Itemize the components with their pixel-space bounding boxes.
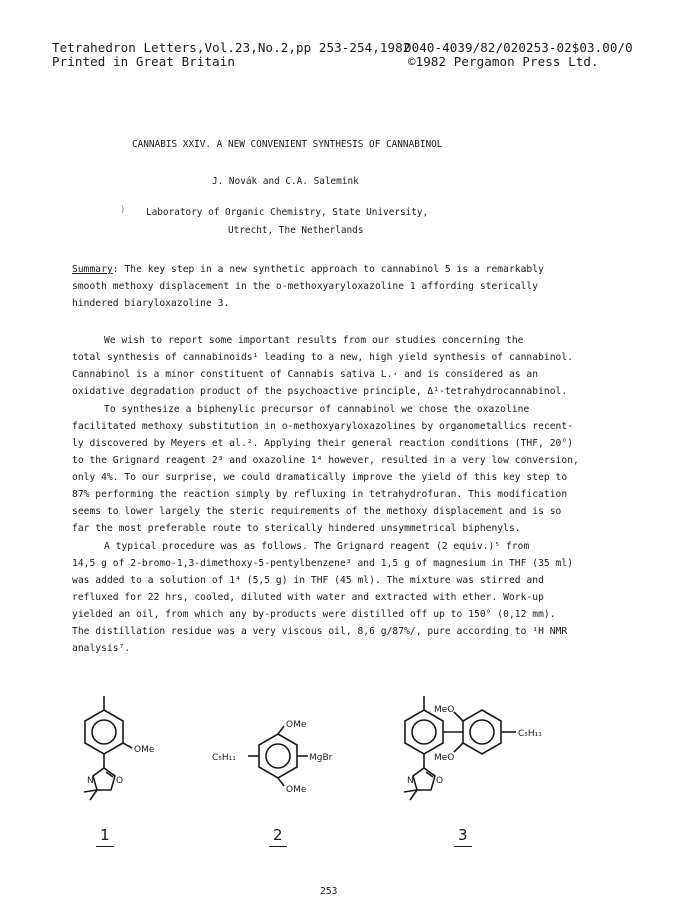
- summary-label: Summary: [72, 264, 113, 275]
- affiliation-line-1: Laboratory of Organic Chemistry, State University,: [146, 207, 429, 218]
- p2-line-3: ly discovered by Meyers et al.². Applying their general reaction conditions (THF, 20°): [72, 438, 574, 449]
- p3-line-7: analysis⁷.: [72, 643, 131, 654]
- article-title: CANNABIS XXIV. A NEW CONVENIENT SYNTHESIS OF CANNABINOL: [132, 139, 443, 150]
- s2-mgbr: MgBr: [309, 753, 333, 763]
- copyright: ©1982 Pergamon Press Ltd.: [408, 54, 599, 69]
- p2-line-7: seems to lower largely the steric requirements of the methoxy displacement and is so: [72, 506, 562, 517]
- structure-2: [210, 714, 350, 824]
- affiliation-line-2: Utrecht, The Netherlands: [228, 225, 364, 236]
- s3-n: N: [407, 776, 414, 786]
- s3-meo-top: MeO: [434, 705, 455, 715]
- s3-meo-bottom: MeO: [434, 753, 455, 763]
- structure-3: [390, 690, 570, 850]
- margin-mark: ): [120, 205, 126, 215]
- p3-line-3: was added to a solution of 1⁴ (5,5 g) in THF (45 ml). The mixture was stirred and: [72, 575, 544, 586]
- s1-o: O: [116, 776, 124, 786]
- p1-line-3: Cannabinol is a minor constituent of Cannabis sativa L.· and is considered as an: [72, 369, 539, 380]
- p3-line-2: 14,5 g of 2-bromo-1,3-dimethoxy-5-pentylbenzene³ and 1,5 g of magnesium in THF (35 ml): [72, 558, 574, 569]
- structure-2-underline: [269, 846, 287, 847]
- p2-line-2: facilitated methoxy substitution in o-methoxyaryloxazolines by organometallics recent-: [72, 421, 574, 432]
- p1-line-4: oxidative degradation product of the psychoactive principle, Δ¹-tetrahydrocannabinol.: [72, 386, 568, 397]
- structure-2-label: 2: [273, 826, 283, 844]
- printed-in: Printed in Great Britain: [52, 54, 236, 69]
- structure-3-underline: [454, 846, 472, 847]
- s2-ome-bottom: OMe: [286, 785, 307, 795]
- s2-c5h11: C₅H₁₁: [212, 753, 236, 763]
- p3-line-6: The distillation residue was a very viscous oil, 8,6 g/87%/, pure according to ¹H NMR: [72, 626, 568, 637]
- p3-line-4: refluxed for 22 hrs, cooled, diluted with water and extracted with ether. Work-up: [72, 592, 544, 603]
- p2-line-5: only 4%. To our surprise, we could dramatically improve the yield of this key step to: [72, 472, 568, 483]
- page-number: 253: [320, 886, 338, 897]
- s3-o: O: [436, 776, 444, 786]
- s1-n: N: [87, 776, 94, 786]
- article-code: 0040-4039/82/020253-02$03.00/0: [404, 40, 633, 55]
- p1-line-1: We wish to report some important results from our studies concerning the: [104, 335, 524, 346]
- p2-line-6: 87% performing the reaction simply by refluxing in tetrahydrofuran. This modification: [72, 489, 568, 500]
- authors: J. Novák and C.A. Salemink: [212, 176, 359, 187]
- s3-c5h11: C₅H₁₁: [518, 729, 542, 739]
- s2-ome-top: OMe: [286, 720, 307, 730]
- s1-ome: OMe: [134, 745, 155, 755]
- structure-1-underline: [96, 846, 114, 847]
- p2-line-4: to the Grignard reagent 2³ and oxazoline 1⁴ however, resulted in a very low conversion,: [72, 455, 579, 466]
- p2-line-1: To synthesize a biphenylic precursor of cannabinol we chose the oxazoline: [104, 404, 530, 415]
- p1-line-2: total synthesis of cannabinoids¹ leading to a new, high yield synthesis of cannabinol.: [72, 352, 574, 363]
- summary-line-1: Summary: The key step in a new synthetic approach to cannabinol 5 is a remarkably: [72, 264, 544, 275]
- structure-1: [70, 690, 190, 850]
- summary-line-2: smooth methoxy displacement in the o-methoxyaryloxazoline 1 affording sterically: [72, 281, 539, 292]
- p2-line-8: far the most preferable route to sterically hindered unsymmetrical biphenyls.: [72, 523, 521, 534]
- structure-1-label: 1: [100, 826, 110, 844]
- structure-3-label: 3: [458, 826, 468, 844]
- p3-line-1: A typical procedure was as follows. The Grignard reagent (2 equiv.)⁵ from: [104, 541, 530, 552]
- summary-line-3: hindered biaryloxazoline 3.: [72, 298, 230, 309]
- p3-line-5: yielded an oil, from which any by-products were distilled off up to 150° (0,12 mm).: [72, 609, 556, 620]
- journal-citation: Tetrahedron Letters,Vol.23,No.2,pp 253-254,1982: [52, 40, 411, 55]
